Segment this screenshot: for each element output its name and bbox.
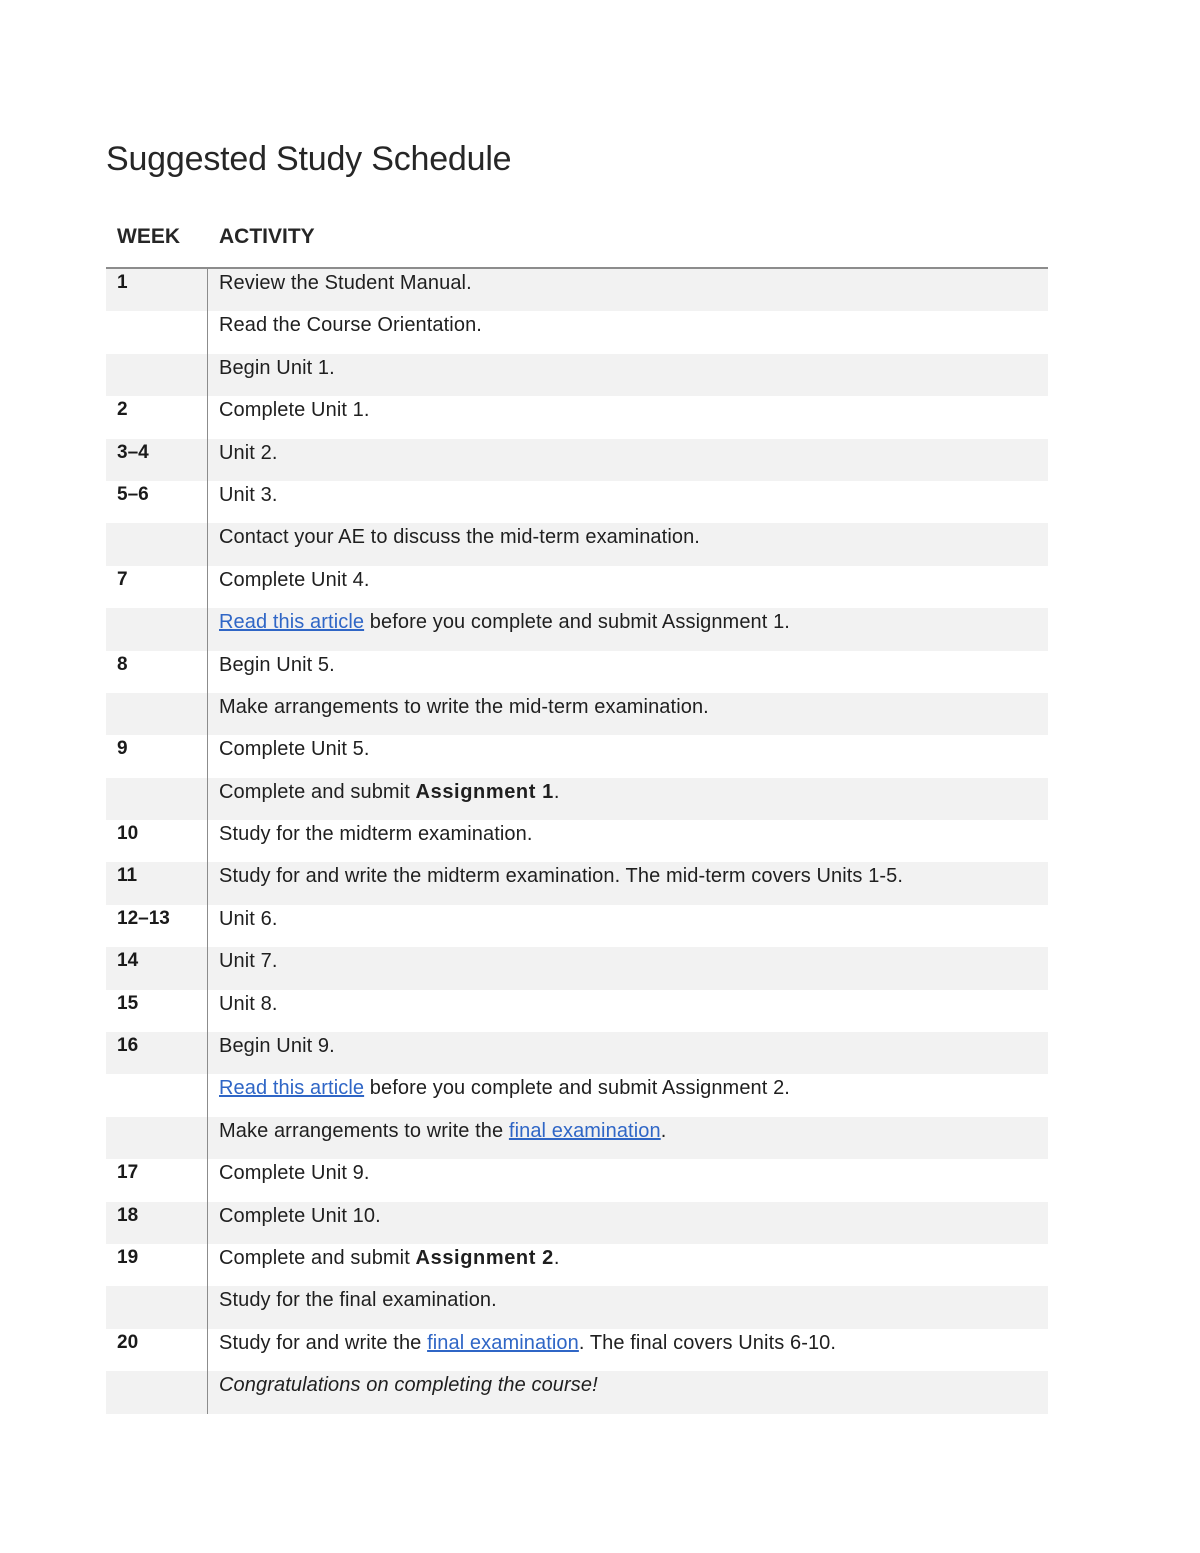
activity-cell [207, 693, 1048, 735]
table-row [106, 820, 1048, 862]
week-cell: 18 [117, 1204, 139, 1226]
week-cell: 20 [117, 1331, 139, 1353]
week-cell [106, 523, 207, 565]
activity-link[interactable]: Read this article [219, 611, 365, 634]
table-row [106, 1074, 1048, 1116]
activity-cell [207, 311, 1048, 353]
week-cell: 19 [117, 1246, 139, 1268]
table-header-row [106, 218, 1048, 269]
activity-cell [207, 1286, 1048, 1328]
table-row [106, 693, 1048, 735]
table-row [106, 269, 1048, 311]
activity-text: Complete and submit [219, 780, 416, 803]
week-cell: 2 [117, 399, 128, 421]
week-cell: 16 [117, 1035, 139, 1057]
activity-cell [207, 820, 1048, 862]
activity-text: Begin Unit 1. [219, 356, 335, 379]
activity-cell [207, 990, 1048, 1032]
table-row [106, 1117, 1048, 1159]
activity-text: . [660, 1119, 667, 1142]
activity-cell [207, 1159, 1048, 1201]
activity-cell [207, 354, 1048, 396]
table-row [106, 311, 1048, 353]
table-row [106, 481, 1048, 523]
activity-text: Contact your AE to discuss the mid-term examination. [219, 526, 700, 549]
activity-text: before you complete and submit Assignment 1. [364, 611, 790, 634]
activity-cell [207, 439, 1048, 481]
activity-text: Read the Course Orientation. [219, 314, 482, 337]
table-row [106, 354, 1048, 396]
activity-text: . [553, 780, 560, 803]
activity-link[interactable]: final examination [427, 1331, 579, 1354]
activity-cell [207, 1329, 1048, 1371]
activity-text: Begin Unit 5. [219, 653, 335, 676]
activity-cell [207, 1244, 1048, 1286]
activity-text: Review the Student Manual. [219, 272, 472, 294]
week-cell: 14 [117, 950, 139, 972]
activity-link[interactable]: Read this article [219, 1077, 365, 1100]
table-row [106, 1286, 1048, 1328]
table-row [106, 1159, 1048, 1201]
week-cell: 10 [117, 823, 139, 845]
week-cell [106, 1074, 207, 1116]
activity-cell [207, 905, 1048, 947]
activity-text: Congratulations on completing the course! [219, 1374, 598, 1397]
table-row [106, 396, 1048, 438]
table-row [106, 735, 1048, 777]
activity-column-header: ACTIVITY [219, 225, 315, 248]
activity-cell [207, 523, 1048, 565]
table-row [106, 608, 1048, 650]
activity-text: Study for the final examination. [219, 1289, 497, 1312]
week-cell [106, 1117, 207, 1159]
activity-cell [207, 1202, 1048, 1244]
table-row [106, 651, 1048, 693]
activity-text: Complete Unit 4. [219, 568, 370, 591]
page-title: Suggested Study Schedule [106, 140, 512, 178]
activity-cell [207, 1032, 1048, 1074]
activity-cell [207, 481, 1048, 523]
week-cell: 3–4 [117, 441, 149, 463]
activity-cell [207, 608, 1048, 650]
week-cell [106, 693, 207, 735]
activity-text: Unit 2. [219, 441, 278, 464]
week-cell [106, 354, 207, 396]
activity-text: before you complete and submit Assignment 2. [364, 1077, 790, 1100]
week-cell [106, 778, 207, 820]
table-row [106, 905, 1048, 947]
activity-text: Study for the midterm examination. [219, 823, 533, 846]
activity-cell [207, 651, 1048, 693]
activity-cell [207, 269, 1048, 311]
activity-text: Complete and submit [219, 1246, 416, 1269]
week-cell: 8 [117, 653, 128, 675]
activity-text: Study for and write the [219, 1331, 428, 1354]
activity-text: . The final covers Units 6-10. [578, 1331, 837, 1354]
week-cell: 11 [117, 865, 138, 887]
week-cell: 5–6 [117, 483, 149, 505]
activity-text: Unit 7. [219, 950, 278, 973]
table-row [106, 862, 1048, 904]
table-row [106, 566, 1048, 608]
activity-cell [207, 778, 1048, 820]
week-cell [106, 608, 207, 650]
activity-cell [207, 1117, 1048, 1159]
activity-cell [207, 862, 1048, 904]
table-row [106, 990, 1048, 1032]
week-cell: 17 [117, 1162, 139, 1184]
table-row [106, 1329, 1048, 1371]
activity-text: Begin Unit 9. [219, 1035, 335, 1058]
activity-text: Unit 8. [219, 992, 278, 1015]
assignment-name: Assignment 2 [415, 1246, 554, 1269]
activity-text: Unit 6. [219, 907, 278, 930]
table-row [106, 439, 1048, 481]
table-row [106, 947, 1048, 989]
activity-cell [207, 566, 1048, 608]
activity-text: Complete Unit 9. [219, 1162, 370, 1185]
week-cell [106, 311, 207, 353]
activity-cell [207, 396, 1048, 438]
week-cell [106, 1286, 207, 1328]
table-row [106, 1032, 1048, 1074]
activity-cell [207, 1074, 1048, 1116]
activity-text: . [553, 1246, 560, 1269]
week-cell: 1 [117, 272, 128, 293]
table-row [106, 1371, 1048, 1413]
table-body [106, 269, 1048, 1414]
table-row [106, 778, 1048, 820]
activity-text: Study for and write the midterm examination. The mid-term covers Units 1-5. [219, 865, 904, 888]
activity-cell [207, 735, 1048, 777]
activity-text: Complete Unit 1. [219, 399, 370, 422]
activity-text: Unit 3. [219, 483, 278, 506]
activity-text: Complete Unit 5. [219, 738, 370, 761]
week-cell: 12–13 [117, 907, 170, 929]
table-row [106, 1202, 1048, 1244]
activity-text: Make arrangements to write the [219, 1119, 509, 1142]
study-schedule-table [106, 218, 1048, 1414]
activity-cell [207, 1371, 1048, 1413]
week-cell: 9 [117, 738, 128, 760]
week-column-header: WEEK [117, 225, 180, 248]
assignment-name: Assignment 1 [415, 780, 554, 803]
activity-text: Complete Unit 10. [219, 1204, 381, 1227]
activity-text: Make arrangements to write the mid-term examination. [219, 695, 709, 718]
week-cell: 15 [117, 992, 139, 1014]
activity-link[interactable]: final examination [508, 1119, 661, 1142]
table-row [106, 523, 1048, 565]
table-row [106, 1244, 1048, 1286]
week-cell [106, 1371, 207, 1413]
activity-cell [207, 947, 1048, 989]
week-cell: 7 [117, 568, 128, 590]
